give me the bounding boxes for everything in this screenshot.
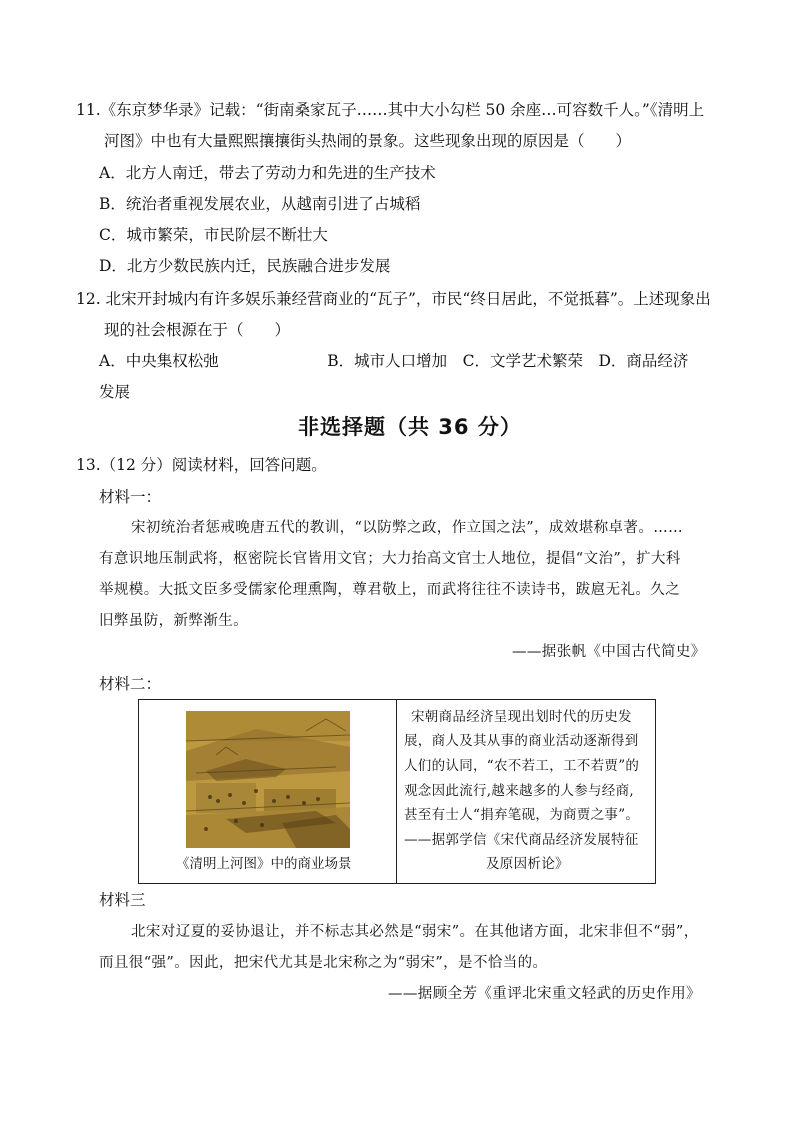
q11-option-b: B．统治者重视发展农业，从越南引进了占城稻 bbox=[99, 195, 421, 213]
material-1-line: 有意识地压制武将，枢密院长官皆用文官；大力抬高文官士人地位，提倡“文治”，扩大科 bbox=[99, 551, 681, 567]
material-1-source: ——据张帆《中国古代简史》 bbox=[512, 644, 706, 660]
material-3-source: ——据顾全芳《重评北宋重文轻武的历史作用》 bbox=[388, 986, 701, 1002]
material-2-text-line: 人们的认同，“农不若工，工不若贾”的 bbox=[404, 758, 640, 774]
material-3-line: 北宋对辽夏的妥协退让，并不标志其必然是“弱宋”。在其他诸方面，北宋非但不“弱”， bbox=[131, 924, 699, 940]
q11-option-d: D．北方少数民族内迁，民族融合进步发展 bbox=[99, 257, 391, 275]
painting-caption: 《清明上河图》中的商业场景 bbox=[176, 856, 352, 872]
material-1-label: 材料一： bbox=[99, 488, 162, 506]
material-2-text-line: 观念因此流行,越来越多的人参与经商, bbox=[404, 783, 634, 799]
material-2-source-wrap: 及原因析论》 bbox=[486, 856, 569, 872]
section-heading: 非选择题（共 36 分） bbox=[298, 415, 522, 439]
q11-stem-line1: 11.《东京梦华录》记载：“街南桑家瓦子……其中大小勾栏 50 余座…可容数千人。”《清明上 bbox=[76, 101, 705, 119]
qingming-painting-image bbox=[186, 711, 350, 848]
material-2-text-line: 宋朝商品经济呈现出划时代的历史发 bbox=[411, 709, 632, 725]
q12-options-wrap: 发展 bbox=[99, 383, 131, 401]
material-3-line: 而且很“强”。因此，把宋代尤其是北宋称之为“弱宋”，是不恰当的。 bbox=[99, 955, 548, 971]
q11-stem-line2: 河图》中也有大量熙熙攘攘街头热闹的景象。这些现象出现的原因是（ ） bbox=[104, 132, 632, 150]
material-2-text-line: 甚至有士人“捐弃笔砚，为商贾之事”。 bbox=[404, 807, 640, 823]
material-2-label: 材料二： bbox=[99, 675, 162, 693]
material-1-line: 宋初统治者惩戒晚唐五代的教训，“以防弊之政，作立国之法”，成效堪称卓著。…… bbox=[131, 520, 684, 536]
table-divider bbox=[396, 699, 397, 884]
material-1-line: 举规模。大抵文臣多受儒家伦理熏陶，尊君敬上，而武将往往不读诗书，跋扈无礼。久之 bbox=[99, 582, 681, 598]
material-3-label: 材料三 bbox=[99, 891, 146, 909]
q11-option-a: A．北方人南迁，带去了劳动力和先进的生产技术 bbox=[99, 164, 436, 182]
q12-options: A．中央集权松弛 B．城市人口增加 C．文学艺术繁荣 D．商品经济 bbox=[99, 352, 689, 370]
material-1-line: 旧弊虽防，新弊渐生。 bbox=[99, 613, 248, 629]
q11-option-c: C．城市繁荣，市民阶层不断壮大 bbox=[99, 226, 328, 244]
q13-stem: 13.（12 分）阅读材料，回答问题。 bbox=[76, 456, 327, 474]
q12-stem-line2: 现的社会根源在于（ ） bbox=[104, 321, 291, 339]
q12-stem-line1: 12. 北宋开封城内有许多娱乐兼经营商业的“瓦子”，市民“终日居此，不觉抵暮”。上述现象出 bbox=[76, 290, 711, 308]
material-2-text-line: 展，商人及其从事的商业活动逐渐得到 bbox=[404, 733, 639, 749]
material-2-source: ——据郭学信《宋代商品经济发展特征 bbox=[404, 832, 639, 848]
